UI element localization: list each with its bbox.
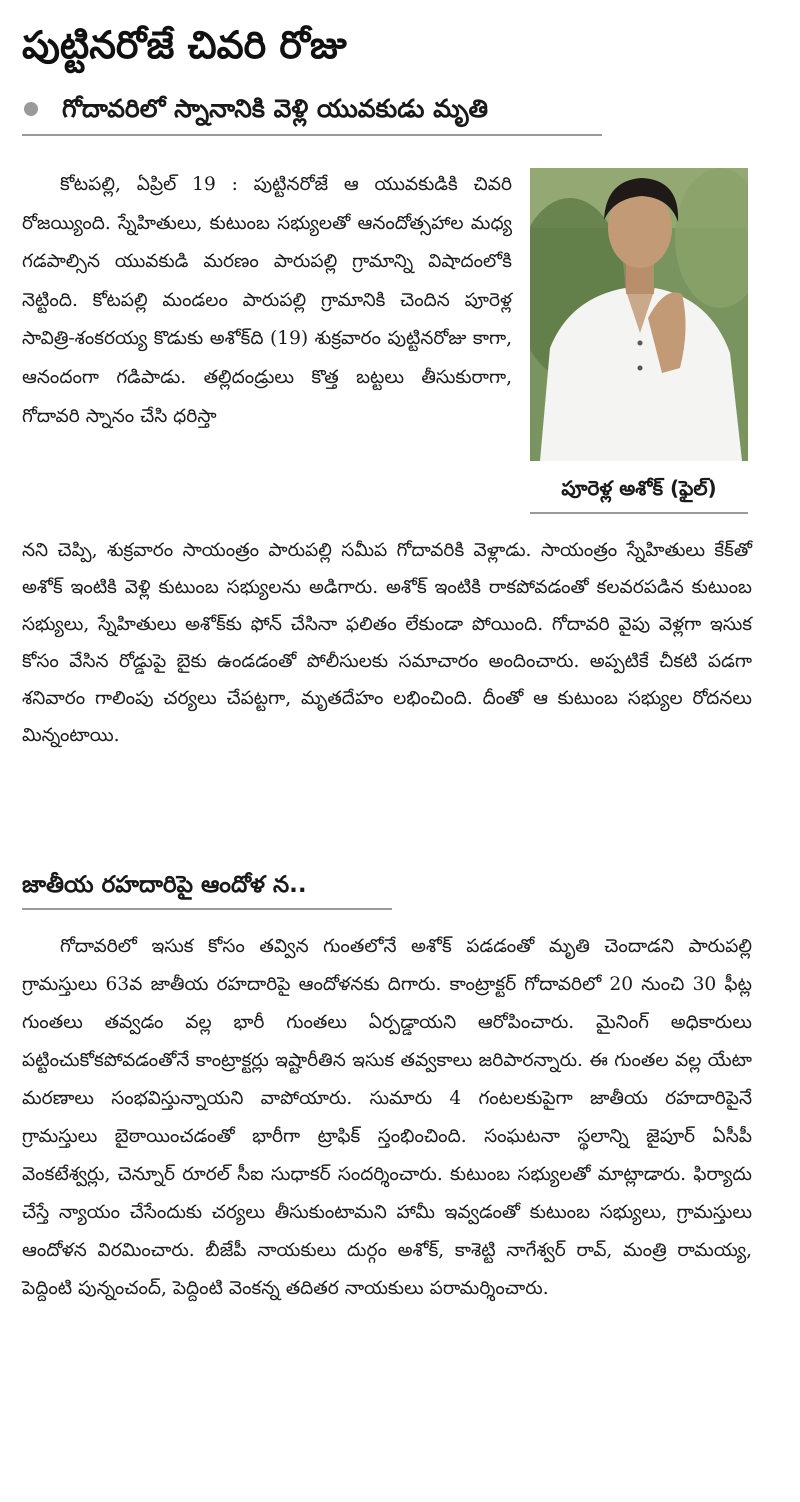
photo-caption: పూరెళ్ల అశోక్ (ఫైల్) [561, 476, 717, 500]
section-body: గోదావరిలో ఇసుక కోసం తవ్విన గుంతలోనే అశోక్ పడడంతో మృతి చెందాడని పారుపల్లి గ్రామస్తులు 63వ జాతీయ రహదారిపై ఆందోళనకు దిగారు. కాంట్రాక్టర్ గోదావరిలో 20 నుంచి 30 ఫీట్ల గుంతలు తవ్వడం వల్ల భారీ గుంతలు ఏర్పడ్డాయని ఆరోపించారు. మైనింగ్ అధికారులు పట్టించుకోకపోవడంతోనే కాంట్రాక్టర్లు ఇష్టారీతిన ఇసుక తవ్వకాలు జరిపారన్నారు. ఈ గుంతల వల్ల యేటా మరణాలు సంభవిస్తున్నాయని వాపోయారు. సుమారు 4 గంటలకుపైగా జాతీయ రహదారిపైనే గ్రామస్తులు బైఠాయించడంతో భారీగా ట్రాఫిక్ స్తంభించింది. సంఘటనా స్థలాన్ని జైపూర్ ఏసీపీ వెంకటేశ్వర్లు, చెన్నూర్ రూరల్ సీఐ సుధాకర్ సందర్శించారు. కుటుంబ సభ్యులతో మాట్లాడారు. ఫిర్యాదు చేస్తే న్యాయం చేసేందుకు చర్యలు తీసుకుంటామని హామీ ఇవ్వడంతో కుటుంబ సభ్యులు, గ్రామస్తులు ఆందోళన విరమించారు. బీజేపీ నాయకులు దుర్గం అశోక్, కాశెట్టి నాగేశ్వర్ రావ్, మంత్రి రామయ్య, పెద్దింటి పున్నంచంద్, పెద్దింటి వెంకన్న తదితర నాయకులు పరామర్శించారు. [22, 936, 752, 1299]
portrait-photo-icon [530, 168, 748, 461]
subheadline: గోదావరిలో స్నానానికి వెళ్లి యువకుడు మృతి [62, 94, 489, 123]
section-heading: జాతీయ రహదారిపై ఆందోళ న.. [22, 872, 307, 898]
section-divider [22, 908, 392, 910]
bullet-icon [24, 102, 38, 116]
article-continuation: నని చెప్పి, శుక్రవారం సాయంత్రం పారుపల్లి సమీప గోదావరికి వెళ్లాడు. సాయంత్రం స్నేహితులు కేక్‌తో అశోక్ ఇంటికి వెళ్లి కుటుంబ సభ్యులను అడిగారు. అశోక్ ఇంటికి రాకపోవడంతో కలవరపడిన కుటుంబ సభ్యులు, స్నేహితులు అశోక్‌కు ఫోన్ చేసినా ఫలితం లేకుండా పోయింది. గోదావరి వైపు వెళ్లగా ఇసుక కోసం వేసిన రోడ్డుపై బైకు ఉండడంతో పోలీసులకు సమాచారం అందించారు. అప్పటికే చీకటి పడగా శనివారం గాలింపు చర్యలు చేపట్టగా, మృతదేహం లభించింది. దీంతో ఆ కుటుంబ సభ్యుల రోదనలు మిన్నంటాయి. [22, 540, 752, 746]
headline: పుట్టినరోజే చివరి రోజు [22, 23, 347, 67]
photo [530, 168, 748, 461]
article-intro: కోటపల్లి, ఏప్రిల్ 19 : పుట్టినరోజే ఆ యువకుడికి చివరి రోజయ్యింది. స్నేహితులు, కుటుంబ సభ్యులతో ఆనందోత్సహాల మధ్య గడపాల్సిన యువకుడి మరణం పారుపల్లి గ్రామాన్ని విషాదంలోకి నెట్టింది. కోటపల్లి మండలం పారుపల్లి గ్రామానికి చెందిన పూరెళ్ల సావిత్రి-శంకరయ్య కొడుకు అశోక్‌ది (19) శుక్రవారం పుట్టినరోజు కాగా, ఆనందంగా గడిపాడు. తల్లిదండ్రులు కొత్త బట్టలు తీసుకురాగా, గోదావరి స్నానం చేసి ధరిస్తా [22, 174, 512, 427]
caption-divider [530, 512, 748, 514]
subheadline-row [22, 84, 602, 136]
